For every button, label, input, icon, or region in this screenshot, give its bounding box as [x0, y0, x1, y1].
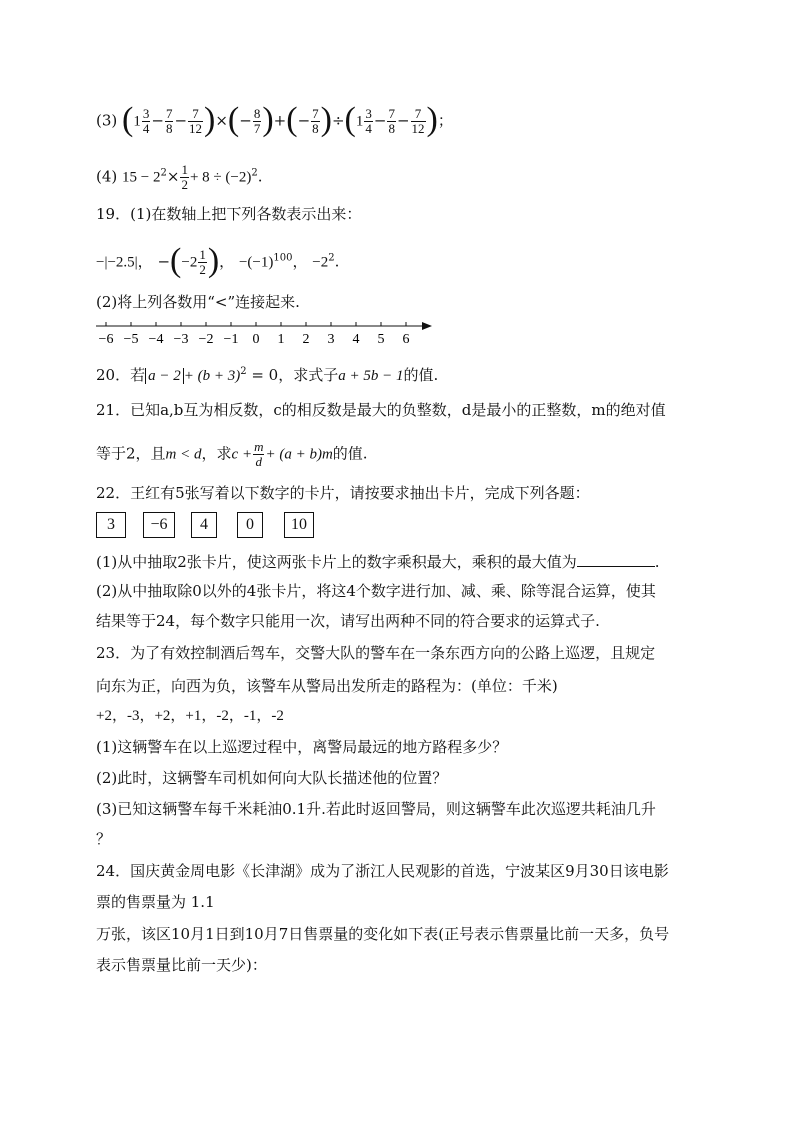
arrow-right-icon [422, 322, 432, 330]
number: −(−1) [238, 254, 274, 271]
fraction: $\frac{8}{7}$ [253, 106, 261, 136]
expr: + (b + 3) [183, 368, 241, 384]
punct: ， [292, 252, 308, 271]
text: 等于2，且 [96, 444, 166, 463]
paren: ( [344, 100, 356, 138]
op: + [273, 111, 287, 130]
q22-line1: 22．王红有5张写着以下数字的卡片，请按要求抽出卡片，完成下列各题： [96, 484, 590, 502]
q24-line2: 票的售票量为 1.1 [96, 893, 215, 911]
number: −|−2.5|， [96, 254, 153, 271]
fraction: $\frac{7}{12}$ [189, 106, 203, 136]
problem-label: (3) [96, 111, 118, 130]
fraction: $\frac{7}{12}$ [411, 106, 425, 136]
problem-3 [96, 100, 453, 138]
tick-label: −3 [173, 332, 189, 347]
q19-title: 19．(1)在数轴上把下列各数表示出来： [96, 205, 362, 223]
tick-label: 3 [327, 332, 335, 347]
number: −2 [312, 254, 329, 271]
exponent: 2 [251, 167, 258, 179]
text: 的值. [403, 366, 439, 384]
q24-line4: 表示售票量比前一天少)： [96, 956, 267, 974]
q23-p2: (2)此时，这辆警车司机如何向大队长描述他的位置？ [96, 769, 448, 787]
answer-blank[interactable] [577, 552, 655, 567]
card-4: 0 [237, 512, 263, 538]
op: − [396, 111, 410, 130]
fraction: $\frac{7}{8}$ [165, 106, 173, 136]
q22-p2a: (2)从中抽取除0以外的4张卡片，将这4个数字进行加、减、乘、除等混合运算，使其 [96, 582, 656, 600]
q24-line1: 24．国庆黄金周电影《长津湖》成为了浙江人民观影的首选，宁波某区9月30日该电影 [96, 862, 669, 880]
card-3: 4 [191, 512, 217, 538]
tick-label: 6 [402, 332, 410, 347]
q23-data: +2，-3，+2，+1，-2，-1，-2 [96, 708, 284, 724]
exponent: 100 [273, 252, 293, 264]
q21-line1: 21．已知a,b互为相反数，c的相反数是最大的负整数，d是最小的正整数，m的绝对值 [96, 401, 666, 419]
paren: ( [170, 241, 182, 279]
text: (1)从中抽取2张卡片，使这两张卡片上的数字乘积最大，乘积的最大值为 [96, 553, 577, 571]
punct: ， [219, 252, 235, 271]
q20 [96, 362, 438, 386]
whole: 1 [133, 113, 141, 130]
op: − [151, 111, 164, 130]
q23-p3b: ？ [96, 830, 112, 848]
fraction: $\frac{1}{2}$ [181, 162, 188, 192]
punct: . [334, 252, 340, 271]
op: − [174, 111, 188, 130]
tick-label: 0 [252, 332, 260, 347]
card-5: 10 [284, 512, 314, 538]
punct: . [257, 167, 263, 186]
abs-expr: a − 2 [145, 368, 184, 384]
paren: ( [286, 100, 298, 138]
paren: ) [207, 241, 220, 279]
punct: ； [437, 111, 453, 130]
expr: a + 5b − 1 [338, 368, 404, 384]
op: × [166, 167, 180, 186]
tick-label: 2 [302, 332, 310, 347]
expr: c + [231, 446, 253, 463]
q21-line2 [96, 440, 368, 469]
q22-p2b: 结果等于24，每个数字只能用一次，请写出两种不同的符合要求的运算式子. [96, 612, 600, 630]
q19-part2: (2)将上列各数用“<”连接起来. [96, 293, 300, 311]
exponent: 2 [328, 252, 335, 264]
text: 20．若 [96, 366, 146, 384]
tick-label: −5 [123, 332, 139, 347]
tick-label: −4 [148, 332, 164, 347]
paren: ) [204, 100, 216, 138]
text: ，求 [201, 444, 232, 463]
tick-label: 5 [377, 332, 385, 347]
fraction: $\frac{1}{2}$ [199, 247, 206, 277]
paren: ( [227, 100, 240, 138]
tick-label: −1 [223, 332, 239, 347]
q19-numbers [96, 241, 340, 279]
problem-4 [96, 163, 263, 192]
q23-line2: 向东为正，向西为负，该警车从警局出发所走的路程为：(单位：千米) [96, 677, 558, 695]
q22-p1 [96, 552, 660, 572]
tick-label: −6 [98, 332, 114, 347]
q23-p3: (3)已知这辆警车每千米耗油0.1升.若此时返回警局，则这辆警车此次巡逻共耗油几升 [96, 800, 656, 818]
number: −2 [181, 254, 198, 271]
fraction: $\frac{7}{8}$ [312, 106, 319, 136]
exponent: 2 [240, 366, 247, 377]
card-2: −6 [143, 512, 175, 538]
expr: m < d [165, 446, 202, 463]
op: × [215, 111, 228, 130]
q24-line3: 万张，该区10月1日到10月7日售票量的变化如下表(正号表示售票量比前一天多，负号 [96, 925, 670, 943]
tick-label: 4 [352, 332, 360, 347]
expr: + (a + b)m [265, 446, 333, 463]
paren: ) [320, 100, 332, 138]
text: 的值. [332, 444, 368, 463]
paren: ( [122, 100, 134, 138]
fraction: $\frac{3}{4}$ [142, 106, 150, 136]
fraction: $\frac{m}{d}$ [254, 439, 264, 469]
card-1: 3 [96, 512, 126, 538]
paren: ) [426, 100, 438, 138]
q23-p1: (1)这辆警车在以上巡逻过程中，离警局最远的地方路程多少？ [96, 738, 508, 756]
tick-label: −2 [198, 332, 214, 347]
expr: + 8 ÷ (−2) [189, 169, 252, 186]
problem-label: (4) [96, 167, 118, 186]
text: = 0，求式子 [246, 366, 339, 384]
exponent: 2 [160, 167, 167, 179]
op: − [157, 252, 171, 271]
op: ÷ [331, 111, 345, 130]
op: − [239, 111, 252, 130]
expr: 15 − 2 [122, 169, 161, 186]
fraction: $\frac{7}{8}$ [388, 106, 395, 136]
fraction: $\frac{3}{4}$ [365, 106, 372, 136]
punct: . [654, 553, 660, 571]
paren: ) [262, 100, 274, 138]
tick-label: 1 [277, 332, 285, 347]
number-line [90, 318, 440, 348]
q23-line1: 23．为了有效控制酒后驾车，交警大队的警车在一条东西方向的公路上巡逻，且规定 [96, 644, 656, 662]
op: − [373, 111, 387, 130]
whole: 1 [355, 113, 364, 130]
op: − [297, 111, 311, 130]
